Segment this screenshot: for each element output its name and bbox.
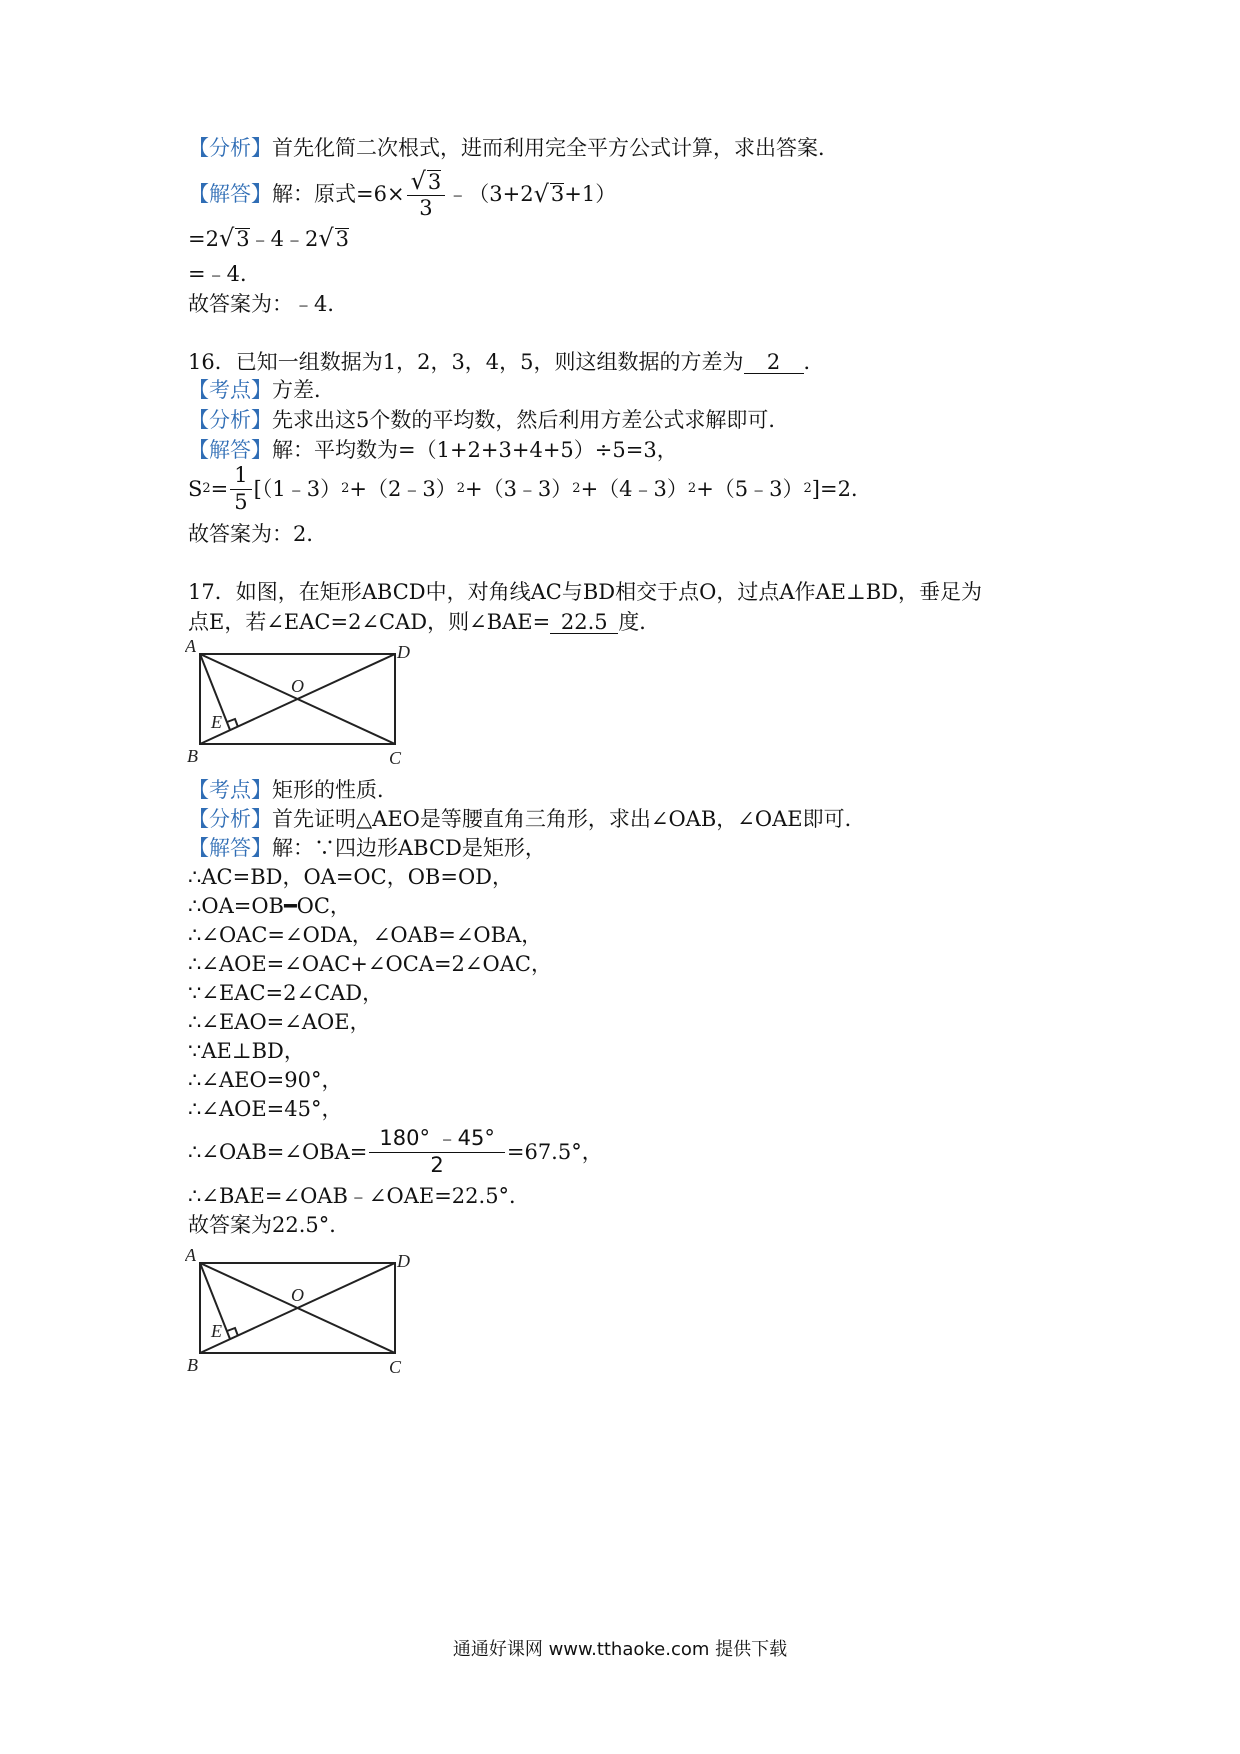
q17-solution-step-9: ∴∠AOE=45°， bbox=[188, 1097, 343, 1121]
rectangle-figure bbox=[185, 636, 410, 766]
q15-step2-a: =2 bbox=[188, 227, 219, 251]
q15-step2-rad2: 3 bbox=[335, 227, 350, 251]
label-o: O bbox=[291, 1285, 304, 1305]
q16-question-text: 16．已知一组数据为1，2，3，4，5，则这组数据的方差为 bbox=[188, 350, 744, 374]
solution-tag: 【解答】 bbox=[188, 438, 272, 462]
label-b: B bbox=[187, 746, 198, 766]
q17-solution-step-1: ∴AC=BD，OA=OC，OB=OD， bbox=[188, 865, 514, 889]
rectangle-figure-solution bbox=[185, 1245, 410, 1375]
q17-question-line2 bbox=[188, 612, 660, 634]
label-d: D bbox=[397, 642, 410, 662]
q16-answer-blank: 2 bbox=[744, 352, 804, 374]
q17-question-line1: 17．如图，在矩形ABCD中，对角线AC与BD相交于点O，过点A作AE⊥BD，垂足为 bbox=[188, 580, 983, 604]
label-a: A bbox=[185, 1245, 196, 1265]
q16-question bbox=[188, 352, 825, 374]
q16-term2: +（2﹣3） bbox=[349, 476, 457, 501]
q15-sol-mid: ﹣（3+2 bbox=[447, 181, 534, 206]
q17-last-step: ∴∠BAE=∠OAB﹣∠OAE=22.5°． bbox=[188, 1184, 531, 1208]
q16-term3: +（3﹣3） bbox=[464, 476, 573, 501]
q17-frac-num: 180° ﹣45° bbox=[369, 1127, 504, 1153]
q15-analysis bbox=[188, 138, 839, 159]
q17-keypoint bbox=[188, 780, 398, 801]
q16-solution bbox=[188, 440, 678, 461]
solution-tag: 【解答】 bbox=[188, 836, 272, 860]
q17-frac-suffix: =67.5°， bbox=[506, 1139, 603, 1164]
q17-fraction bbox=[369, 1127, 504, 1177]
q16-term1: [（1﹣3） bbox=[253, 476, 342, 501]
q17-solution-step-5: ∵∠EAC=2∠CAD， bbox=[188, 981, 384, 1005]
keypoint-tag: 【考点】 bbox=[188, 778, 272, 802]
q17-step-text: 解：∵四边形ABCD是矩形， bbox=[272, 836, 546, 860]
label-e: E bbox=[211, 712, 222, 732]
q16-var-symbol: S bbox=[188, 476, 203, 501]
analysis-tag: 【分析】 bbox=[188, 408, 272, 432]
q15-step2: =2√3﹣4﹣2√3 bbox=[188, 224, 350, 252]
q16-term4: +（4﹣3） bbox=[580, 476, 688, 501]
q15-answer: 故答案为：﹣4． bbox=[188, 292, 349, 316]
label-c: C bbox=[389, 1357, 402, 1375]
q16-keypoint-text: 方差． bbox=[272, 378, 335, 402]
q15-step3: =﹣4． bbox=[188, 262, 261, 286]
q17-keypoint-text: 矩形的性质． bbox=[272, 778, 398, 802]
q17-solution-step-7: ∵AE⊥BD， bbox=[188, 1039, 305, 1063]
q16-var-end: ]=2． bbox=[811, 476, 872, 501]
q15-step2-rad1: 3 bbox=[236, 227, 250, 251]
q16-fraction bbox=[230, 464, 251, 513]
q17-question-text: 点E，若∠EAC=2∠CAD，则∠BAE= bbox=[188, 610, 551, 634]
keypoint-tag: 【考点】 bbox=[188, 378, 272, 402]
q17-frac-den: 2 bbox=[430, 1153, 444, 1177]
analysis-tag: 【分析】 bbox=[188, 807, 272, 831]
q15-step2-b: ﹣4﹣2 bbox=[249, 227, 319, 251]
q16-keypoint bbox=[188, 380, 335, 401]
q15-solution: 【解答】 解：原式=6× $\frac{√3}{3}$ ﹣（3+2 √ 3 +1） bbox=[188, 166, 617, 221]
q17-solution-step-4: ∴∠AOE=∠OAC+∠OCA=2∠OAC， bbox=[188, 952, 552, 976]
q16-solution-text: 解：平均数为=（1+2+3+4+5）÷5=3， bbox=[272, 438, 678, 462]
label-d: D bbox=[397, 1251, 410, 1271]
q17-solution-step-2: ∴OA=OB━OC， bbox=[188, 894, 351, 918]
label-a: A bbox=[185, 636, 196, 656]
q16-answer: 故答案为：2． bbox=[188, 522, 328, 546]
q17-answer: 故答案为22.5°． bbox=[188, 1213, 351, 1237]
q16-analysis bbox=[188, 410, 789, 431]
q17-analysis bbox=[188, 809, 866, 830]
q17-solution-step-8: ∴∠AEO=90°， bbox=[188, 1068, 343, 1092]
q17-solution-step-3: ∴∠OAC=∠ODA，∠OAB=∠OBA， bbox=[188, 923, 543, 947]
label-b: B bbox=[187, 1355, 198, 1375]
q15-analysis-text: 首先化简二次根式，进而利用完全平方公式计算，求出答案． bbox=[272, 136, 839, 160]
label-o: O bbox=[291, 676, 304, 696]
q15-fraction: $\frac{√3}{3}$ bbox=[407, 168, 446, 220]
q15-sol-prefix: 解：原式=6× bbox=[272, 181, 405, 206]
label-c: C bbox=[389, 748, 402, 766]
q17-solution-step-0 bbox=[188, 838, 546, 859]
page-footer: 通通好课网 www.tthaoke.com 提供下载 bbox=[452, 1639, 788, 1660]
q17-fraction-step bbox=[188, 1124, 603, 1180]
q16-frac-den: 5 bbox=[234, 489, 248, 514]
q16-var-eq: = bbox=[210, 476, 229, 501]
solution-tag: 【解答】 bbox=[188, 181, 272, 206]
label-e: E bbox=[211, 1321, 222, 1341]
q17-answer-blank: 22.5 bbox=[550, 612, 618, 634]
q16-variance-formula: S 2 = $\frac{1}{5}$ [（1﹣3） 2 +（2﹣3） 2 +（3﹣3） 2 +（4﹣3） 2 +（5﹣3） 2 ]=2． bbox=[188, 463, 872, 514]
q16-term5: +（5﹣3） bbox=[696, 476, 804, 501]
q16-question-suffix: ． bbox=[803, 350, 825, 374]
q16-analysis-text: 先求出这5个数的平均数，然后利用方差公式求解即可． bbox=[272, 408, 790, 432]
q17-frac-prefix: ∴∠OAB=∠OBA= bbox=[188, 1139, 368, 1164]
q15-sol-end: +1） bbox=[564, 181, 617, 206]
q15-frac-radicand: 3 bbox=[427, 169, 442, 194]
q15-sol-radicand: 3 bbox=[550, 182, 565, 206]
q17-analysis-text: 首先证明△AEO是等腰直角三角形，求出∠OAB，∠OAE即可． bbox=[272, 807, 866, 831]
q15-frac-den: 3 bbox=[419, 196, 433, 221]
q17-solution-step-6: ∴∠EAO=∠AOE， bbox=[188, 1010, 371, 1034]
analysis-tag: 【分析】 bbox=[188, 136, 272, 160]
q16-frac-num: 1 bbox=[230, 464, 251, 489]
q17-question-suffix: 度． bbox=[618, 610, 661, 634]
